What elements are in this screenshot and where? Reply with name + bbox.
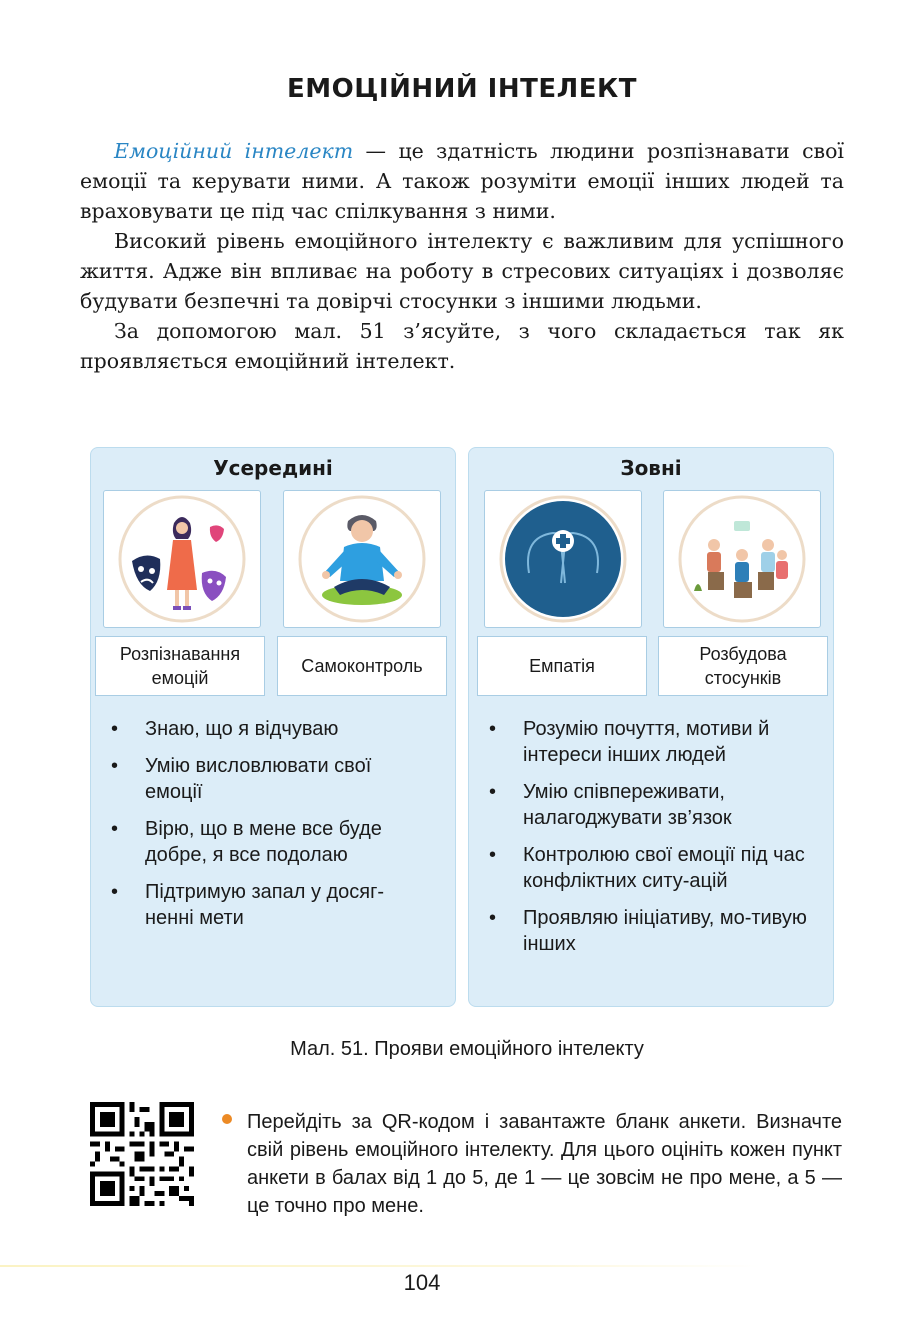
list-item: • Підтримую запал у досяг-ненні мети — [111, 879, 431, 931]
image-recognizing-emotions — [103, 490, 261, 628]
label-self-control: Самоконтроль — [277, 636, 447, 696]
list-item: • Вірю, що в мене все буде добре, я все подолаю — [111, 816, 431, 868]
list-item: • Контролюю свої емоції під час конфліктних ситу-ацій — [489, 842, 809, 894]
term-emotional-intelligence: Емоційний інтелект — [114, 139, 354, 163]
label-empathy: Емпатія — [477, 636, 647, 696]
footer-divider — [0, 1265, 760, 1267]
paragraph-question: За допомогою мал. 51 з’ясуйте, з чого складається так як проявляється емоційний інтелект. — [80, 319, 844, 373]
qr-code-icon[interactable] — [90, 1102, 194, 1206]
list-item: • Умію висловлювати свої емоції — [111, 753, 431, 805]
page-number: 104 — [403, 1270, 441, 1295]
panel-title-outside: Зовні — [620, 456, 682, 480]
theater-masks-woman-icon — [118, 495, 246, 623]
label-building-relationships: Розбудова стосунків — [658, 636, 828, 696]
task-text: Перейдіть за QR-кодом і завантажте бланк анкети. Визначте свій рівень емоційного інтелекту. Для цього оцініть кожен пункт анкети в балах від 1 до 5, де 1 — це зовсім не про мене, а 5 — це точно про мене. — [247, 1111, 842, 1217]
label-recognizing-emotions: Розпізнавання емоцій — [95, 636, 265, 696]
list-item: • Розумію почуття, мотиви й інтереси інших людей — [489, 716, 809, 768]
image-building-relationships — [663, 490, 821, 628]
paragraph-definition — [80, 136, 844, 226]
list-item: • Умію співпереживати, налагоджувати зв’язок — [489, 779, 809, 831]
list-item: • Знаю, що я відчуваю — [111, 716, 431, 742]
figure-caption: Мал. 51. Прояви емоційного інтелекту — [290, 1038, 644, 1060]
definition-text: — це здатність людини розпізнавати свої емоції та керувати ними. А також розуміти емоції інших людей та враховувати це під час спілкування з ними. — [80, 139, 844, 223]
panel-title-inside: Усередині — [213, 456, 333, 480]
paragraph-importance: Високий рівень емоційного інтелекту є важливим для успішного життя. Адже він впливає на роботу в стресових ситуаціях і дозволяє будувати безпечні та довірчі стосунки з іншими людьми. — [80, 229, 844, 313]
group-conversation-icon — [678, 495, 806, 623]
panel-outside — [468, 447, 834, 1007]
bullet-list-inside — [111, 716, 431, 942]
image-empathy — [484, 490, 642, 628]
bullet-marker — [222, 1114, 232, 1124]
body-text — [80, 136, 844, 376]
bullet-list-outside — [489, 716, 809, 968]
image-self-control — [283, 490, 441, 628]
panel-inside — [90, 447, 456, 1007]
meditating-man-icon — [298, 495, 426, 623]
two-heads-empathy-icon — [499, 495, 627, 623]
page-title: ЕМОЦІЙНИЙ ІНТЕЛЕКТ — [287, 74, 637, 104]
list-item: • Проявляю ініціативу, мо-тивую інших — [489, 905, 809, 957]
